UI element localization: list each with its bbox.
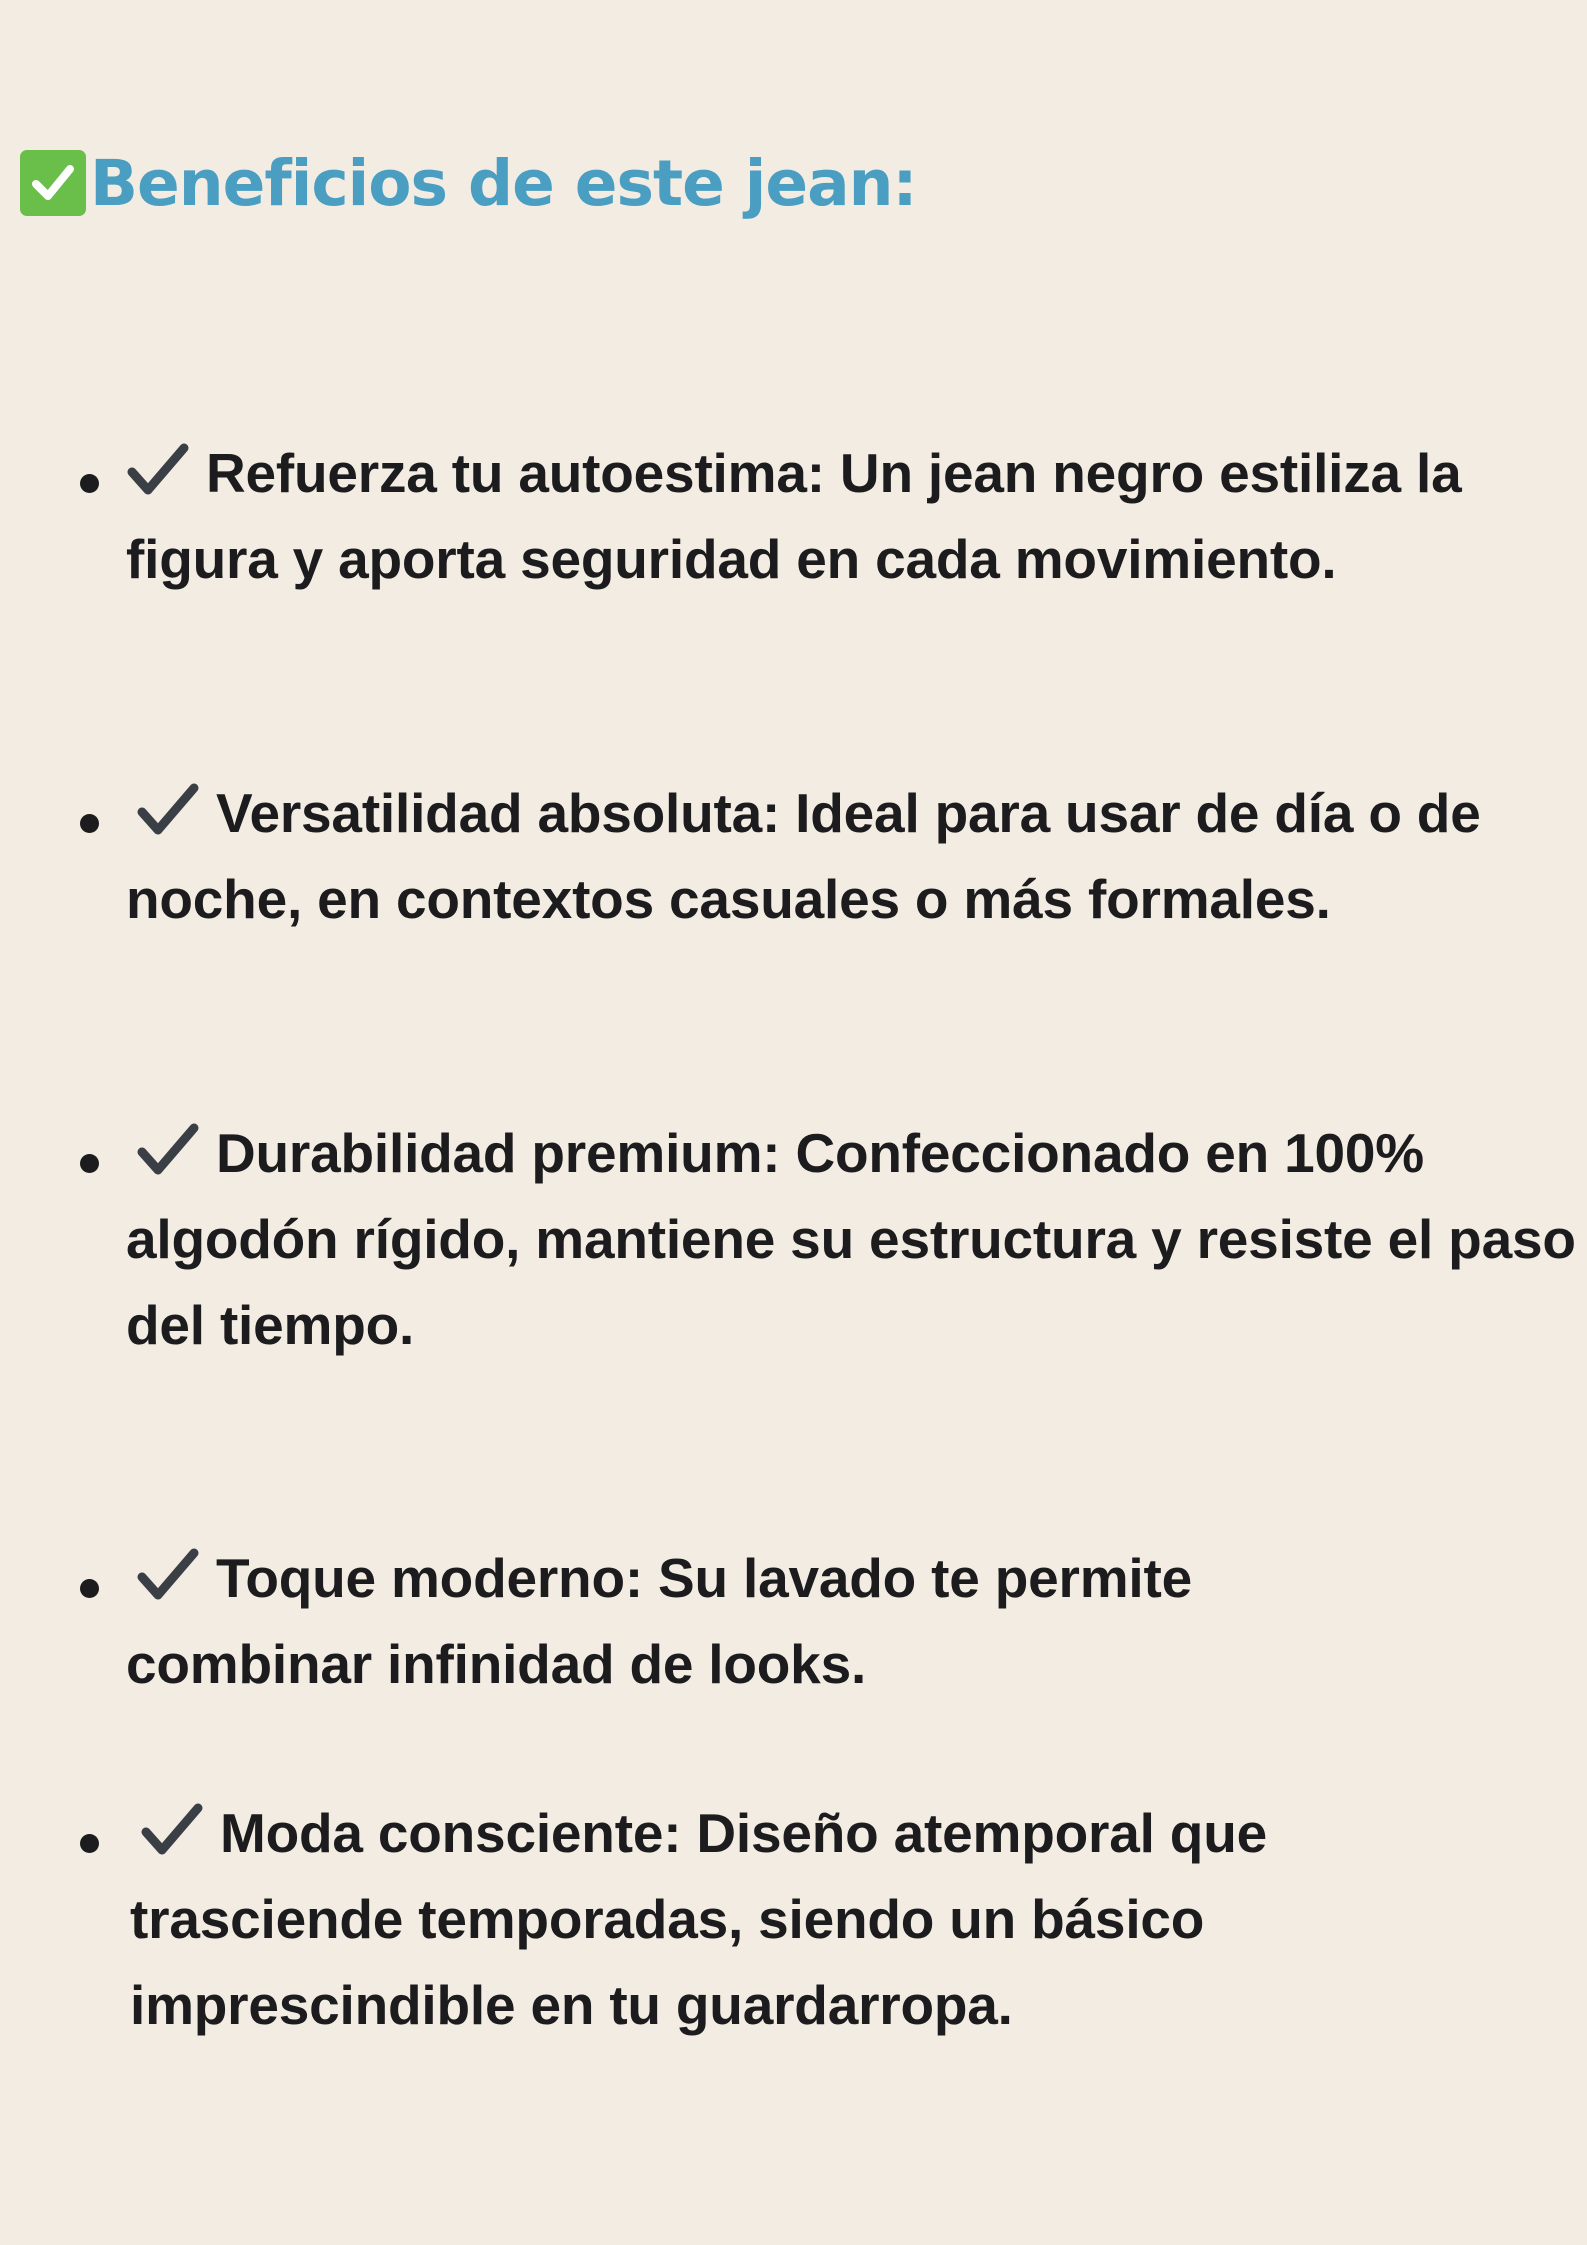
page-heading [20,146,917,220]
benefit-text [126,770,1576,942]
benefit-text [130,1790,1390,2048]
bullet-dot [80,474,99,493]
check-mark-icon [136,1122,200,1178]
bullet-dot [80,1579,99,1598]
check-mark-icon [126,442,190,498]
benefit-text [126,1535,1326,1707]
benefit-label: Durabilidad premium: Confeccionado en 100% algodón rígido, mantiene su estructura y resiste el paso del tiempo. [126,1122,1576,1356]
check-mark-button-emoji-icon [20,150,86,216]
check-mark-icon [136,782,200,838]
benefit-label: Moda consciente: Diseño atemporal que trasciende temporadas, siendo un básico imprescindible en tu guardarropa. [130,1802,1267,2036]
benefit-label: Versatilidad absoluta: Ideal para usar de día o de noche, en contextos casuales o más formales. [126,782,1481,930]
bullet-dot [80,1154,99,1173]
check-mark-icon [140,1802,204,1858]
benefit-text [126,430,1576,602]
benefit-text [126,1110,1576,1368]
benefit-label: Toque moderno: Su lavado te permite combinar infinidad de looks. [126,1547,1192,1695]
page-title: Beneficios de este jean: [90,146,917,220]
check-mark-icon [136,1547,200,1603]
bullet-dot [80,814,99,833]
benefit-label: Refuerza tu autoestima: Un jean negro estiliza la figura y aporta seguridad en cada movimiento. [126,442,1462,590]
bullet-dot [80,1834,99,1853]
